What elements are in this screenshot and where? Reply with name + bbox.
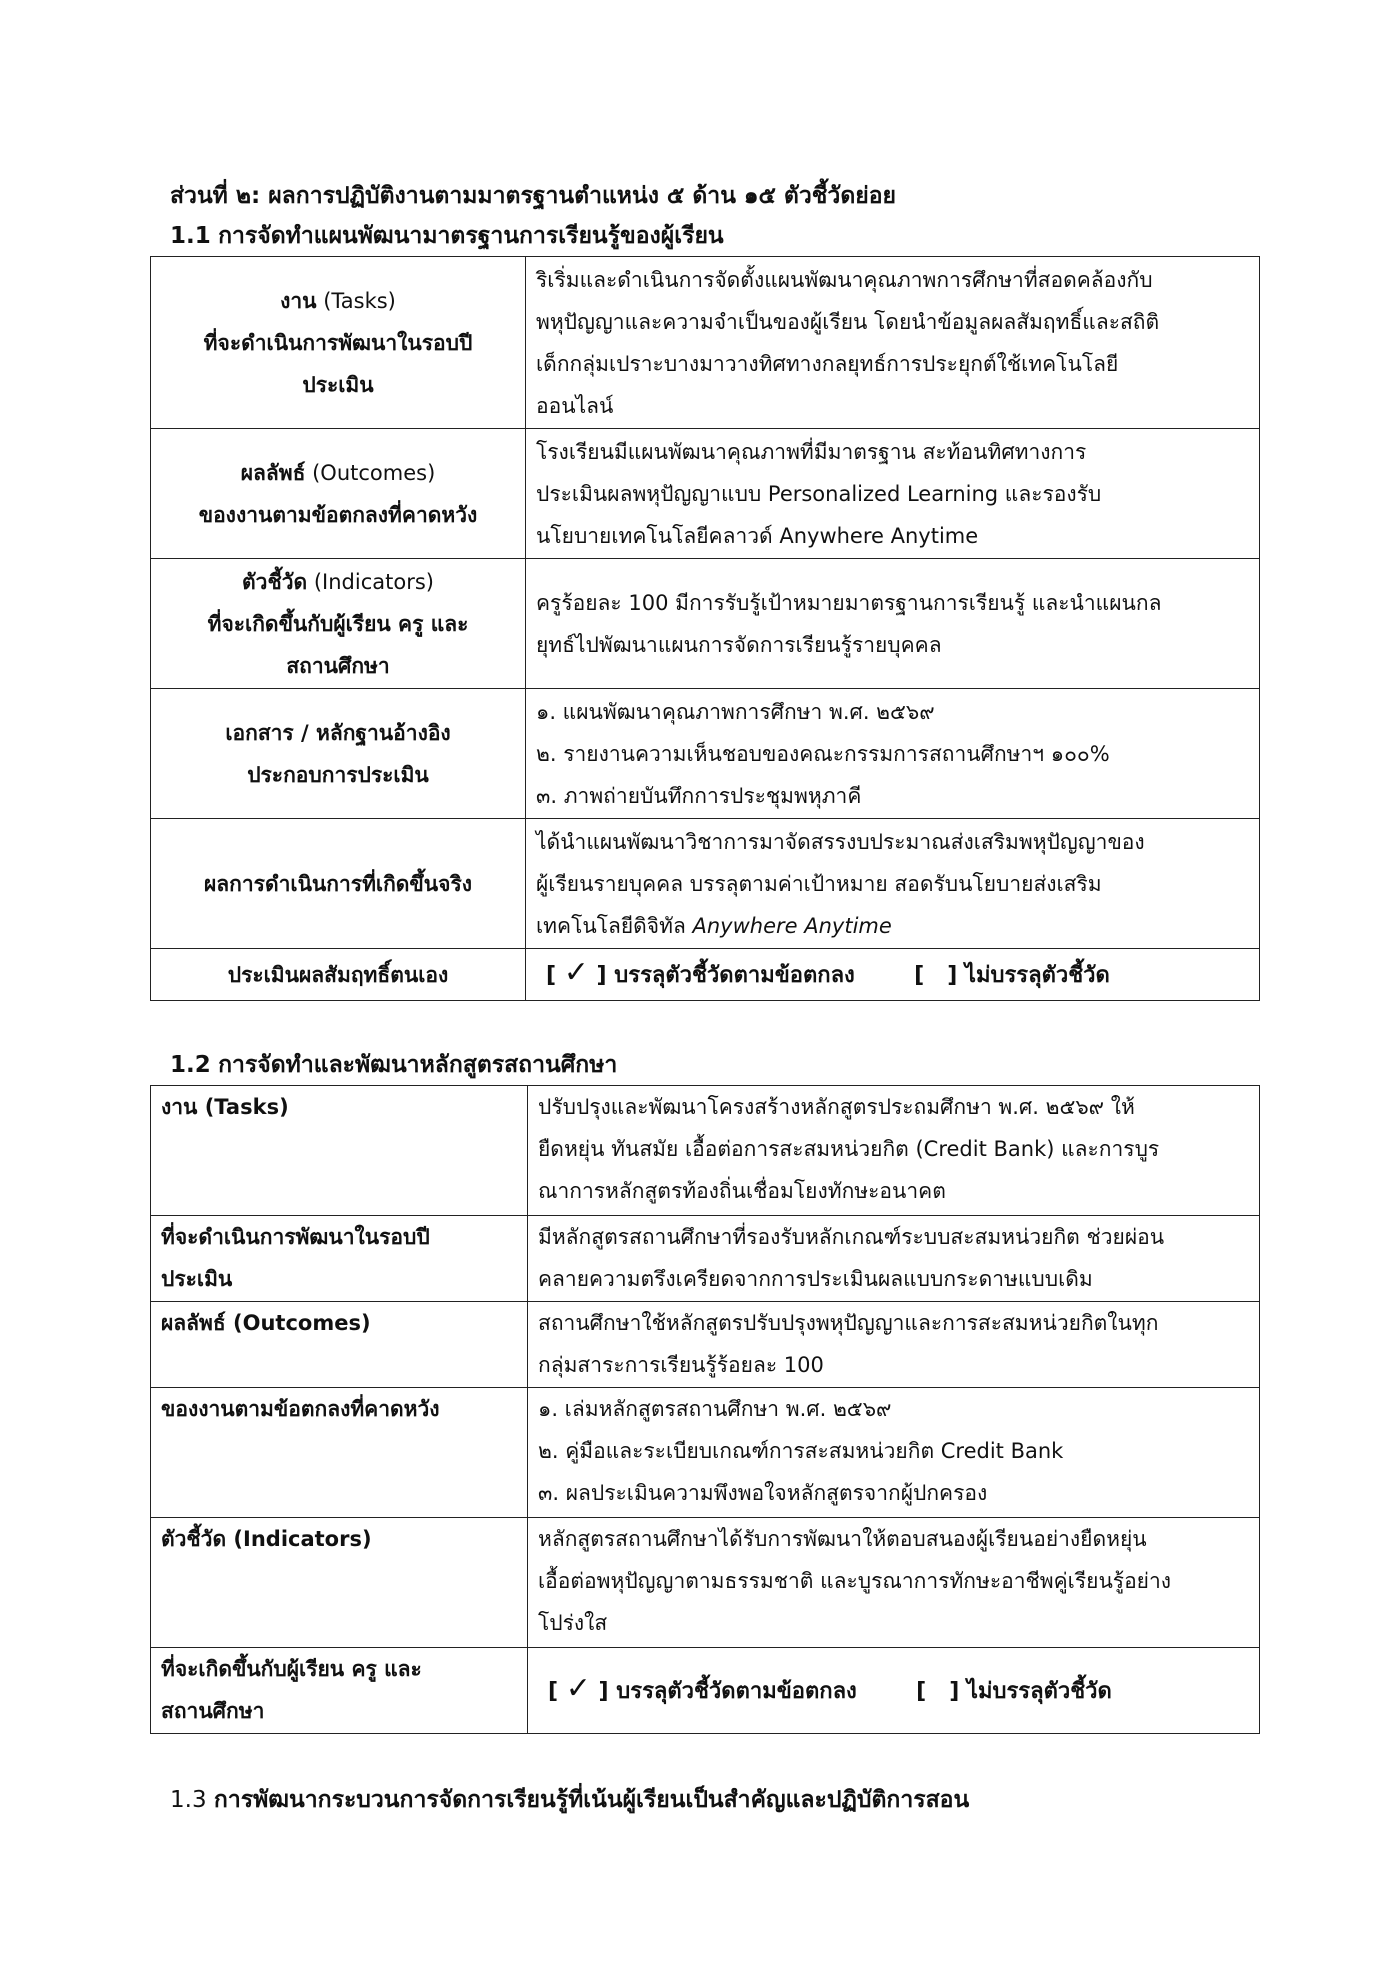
row-value: ปรับปรุงและพัฒนาโครงสร้างหลักสูตรประถมศึกษา พ.ศ. ๒๕๖๙ ให้ ยืดหยุ่น ทันสมัย เอื้อต่อการสะสมหน่วยกิต (Credit Bank) และการบูร ณาการหลักสูตรท้องถิ่นเชื่อมโยงทักษะอนาคต xyxy=(528,1086,1260,1216)
row-label: งาน (Tasks) xyxy=(151,1086,528,1216)
row-value: มีหลักสูตรสถานศึกษาที่รองรับหลักเกณฑ์ระบบสะสมหน่วยกิต ช่วยผ่อน คลายความตรึงเครียดจากการประเมินผลแบบกระดาษแบบเดิม xyxy=(528,1216,1260,1302)
table-row xyxy=(151,429,1260,559)
achieved-label: บรรลุตัวชี้วัดตามข้อตกลง xyxy=(616,1679,857,1704)
table-row xyxy=(151,257,1260,429)
row-label-indicators: ตัวชี้วัด (Indicators) ที่จะเกิดขึ้นกับผู้เรียน ครู และ สถานศึกษา xyxy=(151,559,526,689)
table-section-1-2 xyxy=(150,1085,1260,1734)
section-number: 1.3 xyxy=(170,1787,207,1813)
achieved-checkbox[interactable]: [ ✓ ] xyxy=(548,1671,609,1706)
table-row xyxy=(151,1388,1260,1518)
table-section-1-1 xyxy=(150,256,1260,1001)
page-title: ส่วนที่ ๒: ผลการปฏิบัติงานตามมาตรฐานตำแหน่ง ๕ ด้าน ๑๕ ตัวชี้วัดย่อย xyxy=(170,183,897,209)
section-title: การจัดทำและพัฒนาหลักสูตรสถานศึกษา xyxy=(218,1052,618,1078)
section-title: การจัดทำแผนพัฒนามาตรฐานการเรียนรู้ของผู้เรียน xyxy=(218,223,724,249)
table-row xyxy=(151,819,1260,949)
assessment-label: ประเมินผลสัมฤทธิ์ตนเอง xyxy=(151,949,526,1001)
row-label-outcomes: ผลลัพธ์ (Outcomes) ของงานตามข้อตกลงที่คาดหวัง xyxy=(151,429,526,559)
row-label-actual-results: ผลการดำเนินการที่เกิดขึ้นจริง xyxy=(151,819,526,949)
row-label: ผลลัพธ์ (Outcomes) xyxy=(151,1302,528,1388)
check-mark-icon: ✓ xyxy=(565,1671,591,1706)
section-number: 1.2 xyxy=(170,1052,211,1078)
section-title: การพัฒนากระบวนการจัดการเรียนรู้ที่เน้นผู้เรียนเป็นสำคัญและปฏิบัติการสอน xyxy=(213,1787,970,1813)
row-value-outcomes: โรงเรียนมีแผนพัฒนาคุณภาพที่มีมาตรฐาน สะท้อนทิศทางการ ประเมินผลพหุปัญญาแบบ Personalized Learning และรองรับ นโยบายเทคโนโลยีคลาวด์ Anywhere Anytime xyxy=(526,429,1260,559)
assessment-label: ที่จะเกิดขึ้นกับผู้เรียน ครู และ สถานศึกษา xyxy=(151,1648,528,1734)
assessment-options xyxy=(528,1648,1260,1734)
not-achieved-checkbox[interactable]: [ ] xyxy=(916,1679,960,1704)
table-row xyxy=(151,559,1260,689)
table-row xyxy=(151,1086,1260,1216)
table-row xyxy=(151,689,1260,819)
row-value: สถานศึกษาใช้หลักสูตรปรับปรุงพหุปัญญาและการสะสมหน่วยกิตในทุก กลุ่มสาระการเรียนรู้ร้อยละ 100 xyxy=(528,1302,1260,1388)
check-mark-icon: ✓ xyxy=(563,955,589,990)
table-row xyxy=(151,1216,1260,1302)
row-value-tasks: ริเริ่มและดำเนินการจัดตั้งแผนพัฒนาคุณภาพการศึกษาที่สอดคล้องกับ พหุปัญญาและความจำเป็นของผู้เรียน โดยนำข้อมูลผลสัมฤทธิ์และสถิติ เด็กกลุ่มเปราะบางมาวางทิศทางกลยุทธ์การประยุกต์ใช้เทคโนโลยี ออนไลน์ xyxy=(526,257,1260,429)
row-value-evidence: ๑. แผนพัฒนาคุณภาพการศึกษา พ.ศ. ๒๕๖๙ ๒. รายงานความเห็นชอบของคณะกรรมการสถานศึกษาฯ ๑๐๐% ๓. ภาพถ่ายบันทึกการประชุมพหุภาคี xyxy=(526,689,1260,819)
table-row xyxy=(151,1518,1260,1648)
row-value-indicators: ครูร้อยละ 100 มีการรับรู้เป้าหมายมาตรฐานการเรียนรู้ และนำแผนกล ยุทธ์ไปพัฒนาแผนการจัดการเรียนรู้รายบุคคล xyxy=(526,559,1260,689)
not-achieved-checkbox[interactable]: [ ] xyxy=(914,963,958,988)
not-achieved-label: ไม่บรรลุตัวชี้วัด xyxy=(966,1679,1112,1704)
row-value-actual-results: ได้นำแผนพัฒนาวิชาการมาจัดสรรงบประมาณส่งเสริมพหุปัญญาของ ผู้เรียนรายบุคคล บรรลุตามค่าเป้าหมาย สอดรับนโยบายส่งเสริม เทคโนโลยีดิจิทัล Anywhere Anytime xyxy=(526,819,1260,949)
assessment-options xyxy=(526,949,1260,1001)
table-row-assessment xyxy=(151,1648,1260,1734)
row-label: ที่จะดำเนินการพัฒนาในรอบปี ประเมิน xyxy=(151,1216,528,1302)
table-row-assessment xyxy=(151,949,1260,1001)
section-heading-1-2 xyxy=(170,1045,1270,1085)
table-row xyxy=(151,1302,1260,1388)
row-label: ตัวชี้วัด (Indicators) xyxy=(151,1518,528,1648)
achieved-label: บรรลุตัวชี้วัดตามข้อตกลง xyxy=(614,963,855,988)
not-achieved-label: ไม่บรรลุตัวชี้วัด xyxy=(964,963,1110,988)
row-value: ๑. เล่มหลักสูตรสถานศึกษา พ.ศ. ๒๕๖๙ ๒. คู่มือและระเบียบเกณฑ์การสะสมหน่วยกิต Credit Bank ๓. ผลประเมินความพึงพอใจหลักสูตรจากผู้ปกครอง xyxy=(528,1388,1260,1518)
section-heading-1-3 xyxy=(170,1780,1270,1820)
section-heading-1-1 xyxy=(170,216,1270,256)
section-number: 1.1 xyxy=(170,223,211,249)
row-value: หลักสูตรสถานศึกษาได้รับการพัฒนาให้ตอบสนองผู้เรียนอย่างยืดหยุ่น เอื้อต่อพหุปัญญาตามธรรมชาติ และบูรณาการทักษะอาชีพคู่เรียนรู้อย่าง โปร่งใส xyxy=(528,1518,1260,1648)
achieved-checkbox[interactable]: [ ✓ ] xyxy=(546,955,607,990)
row-label-tasks: งาน (Tasks) ที่จะดำเนินการพัฒนาในรอบปี ประเมิน xyxy=(151,257,526,429)
row-label-evidence: เอกสาร / หลักฐานอ้างอิง ประกอบการประเมิน xyxy=(151,689,526,819)
row-label: ของงานตามข้อตกลงที่คาดหวัง xyxy=(151,1388,528,1518)
